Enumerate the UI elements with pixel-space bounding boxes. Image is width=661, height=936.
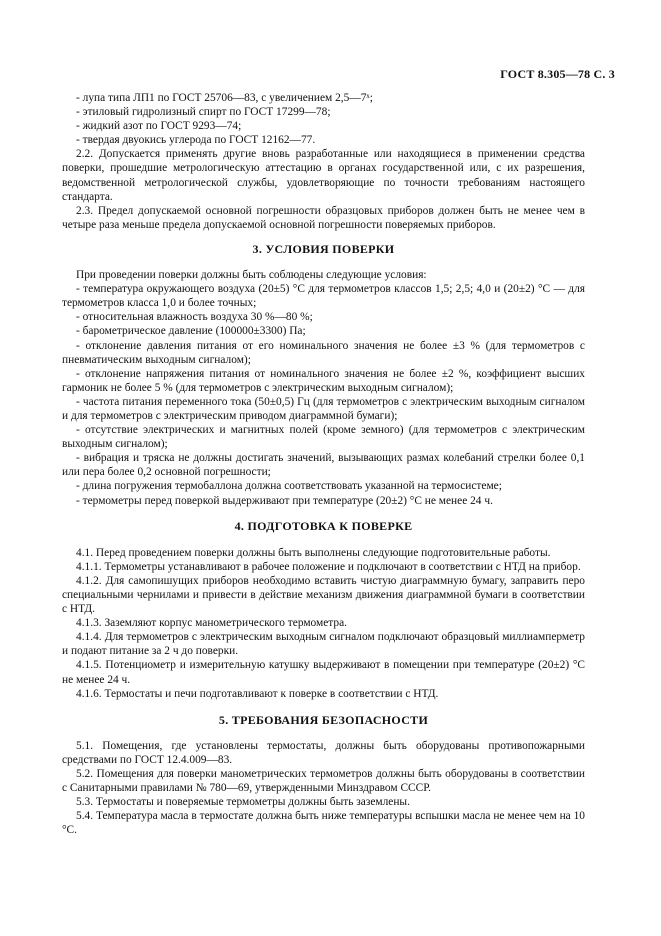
- condition-item: - отклонение напряжения питания от номинального значения не более ±2 %, коэффициент высших гармоник не более 5 % (для термометров с электрическим выходным сигналом);: [62, 367, 585, 394]
- list-item: - этиловый гидролизный спирт по ГОСТ 17299—78;: [76, 106, 331, 119]
- page-content: [62, 91, 585, 838]
- condition-item: - длина погружения термобаллона должна соответствовать указанной на термосистеме;: [76, 480, 502, 493]
- condition-item: - барометрическое давление (100000±3300) Па;: [76, 325, 306, 338]
- section-3-title: 3. УСЛОВИЯ ПОВЕРКИ: [252, 241, 395, 256]
- safety-item: 5.4. Температура масла в термостате должна быть ниже температуры вспышки масла не менее чем на 10 °С.: [62, 810, 585, 837]
- condition-item: - температура окружающего воздуха (20±5) °С для термометров классов 1,5; 2,5; 4,0 и (20±2) °С — для термометров класса 1,0 и более точных;: [62, 283, 585, 310]
- safety-item: 5.3. Термостаты и поверяемые термометры должны быть заземлены.: [76, 796, 410, 809]
- paragraph-2-2: 2.2. Допускается применять другие вновь разработанные или находящиеся в применении средства поверки, прошедшие метрологическую аттестацию в органах государственной или, с их разрешения, ведомственной метрологической службы, удовлетворяющие по точности требованиям настоящего стандарта.: [62, 148, 585, 203]
- section-3-intro: При проведении поверки должны быть соблюдены следующие условия:: [76, 269, 427, 282]
- condition-item: - частота питания переменного тока (50±0,5) Гц (для термометров с электрическим выходным сигналом и для термометров с электрическим приводом диаграммной бумаги);: [62, 395, 585, 422]
- section-4-title: 4. ПОДГОТОВКА К ПОВЕРКЕ: [234, 518, 413, 533]
- page-header: ГОСТ 8.305—78 С. 3: [500, 67, 615, 81]
- list-item: - твердая двуокись углерода по ГОСТ 12162—77.: [76, 134, 316, 147]
- preparation-item: 4.1.4. Для термометров с электрическим выходным сигналом подключают образцовый миллиамперметр и подают питание за 2 ч до поверки.: [62, 631, 585, 658]
- safety-item: 5.2. Помещения для поверки манометрических термометров должны быть оборудованы в соответствии с Санитарными правилами № 780—69, утвержденными Минздравом СССР.: [62, 768, 585, 795]
- condition-item: - термометры перед поверкой выдерживают при температуре (20±2) °С не менее 24 ч.: [76, 494, 493, 507]
- condition-item: - относительная влажность воздуха 30 %—80 %;: [76, 311, 313, 324]
- preparation-item: 4.1. Перед проведением поверки должны быть выполнены следующие подготовительные работы.: [76, 546, 551, 559]
- preparation-item: 4.1.5. Потенциометр и измерительную катушку выдерживают в помещении при температуре (20±2) °С не менее 24 ч.: [62, 659, 585, 686]
- list-item: - лупа типа ЛП1 по ГОСТ 25706—83, с увеличением 2,5—7ˣ;: [76, 92, 373, 104]
- condition-item: - отклонение давления питания от его номинального значения не более ±3 % (для термометров с пневматическим выходным сигналом);: [62, 339, 585, 366]
- preparation-item: 4.1.1. Термометры устанавливают в рабочее положение и подключают в соответствии с НТД на прибор.: [76, 560, 581, 573]
- paragraph-2-3: 2.3. Предел допускаемой основной погрешности образцовых приборов должен быть не менее чем в четыре раза меньше предела допускаемой основной погрешности поверяемых приборов.: [62, 204, 585, 231]
- preparation-item: 4.1.2. Для самопишущих приборов необходимо вставить чистую диаграммную бумагу, заправить перо специальными чернилами и привести в действие механизм движения диаграммной бумаги в соответствии с НТД.: [62, 574, 585, 616]
- preparation-item: 4.1.3. Заземляют корпус манометрического термометра.: [76, 617, 348, 630]
- condition-item: - отсутствие электрических и магнитных полей (кроме земного) (для термометров с электрическим выходным сигналом);: [62, 424, 585, 451]
- section-5-title: 5. ТРЕБОВАНИЯ БЕЗОПАСНОСТИ: [218, 712, 429, 727]
- condition-item: - вибрация и тряска не должны достигать значений, вызывающих размах колебаний стрелки более 0,1 или пера более 0,2 основной погрешности;: [62, 452, 585, 479]
- list-item: - жидкий азот по ГОСТ 9293—74;: [76, 120, 242, 133]
- safety-item: 5.1. Помещения, где установлены термостаты, должны быть оборудованы противопожарными средствами по ГОСТ 12.4.009—83.: [62, 739, 585, 766]
- preparation-item: 4.1.6. Термостаты и печи подготавливают к поверке в соответствии с НТД.: [76, 687, 439, 700]
